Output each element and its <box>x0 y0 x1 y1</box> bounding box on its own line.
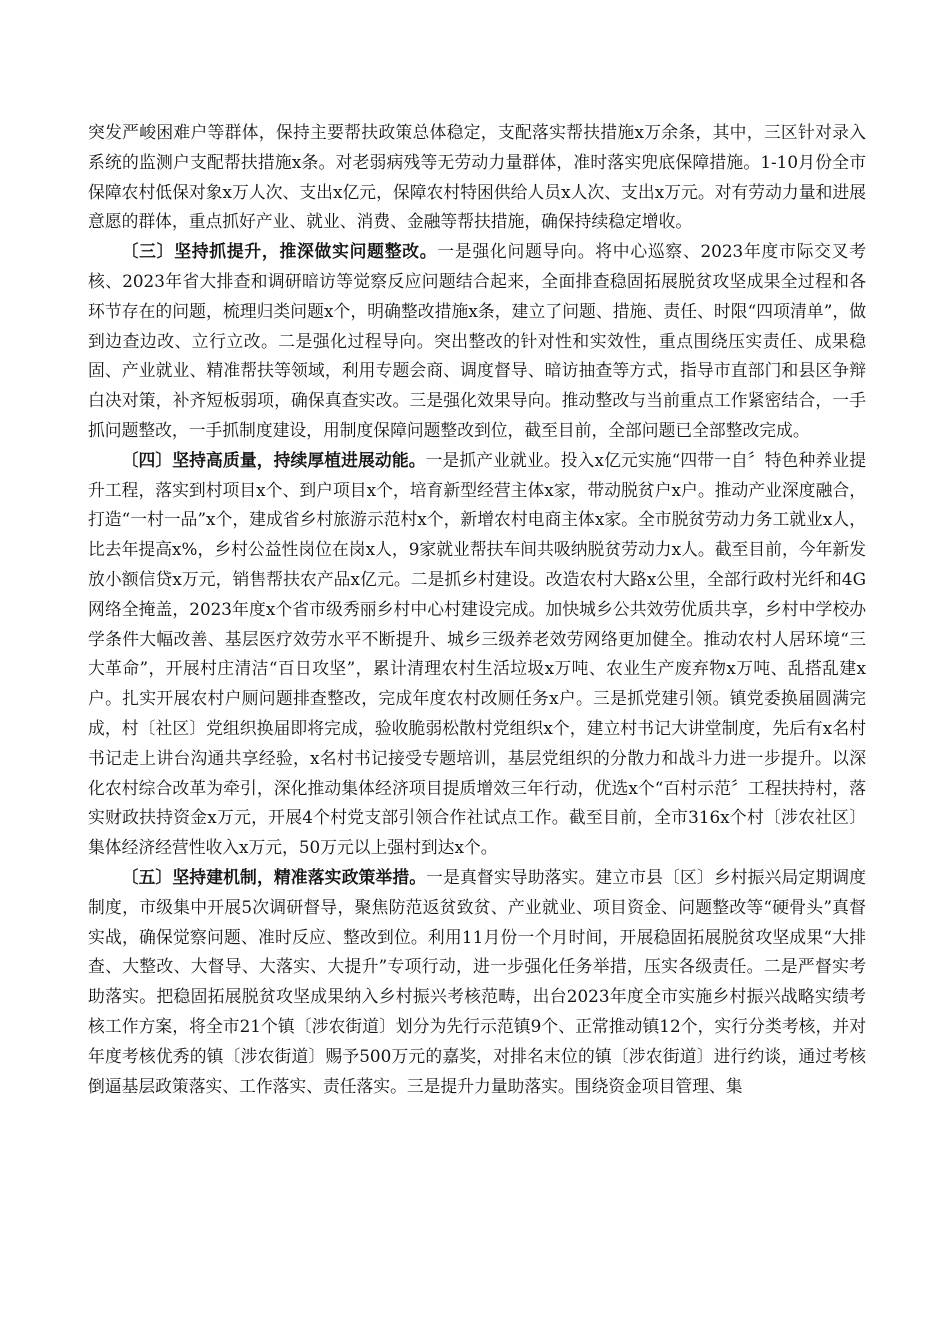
paragraph-body: 突发严峻困难户等群体，保持主要帮扶政策总体稳定，支配落实帮扶措施x万余条，其中，三区针对录入系统的监测户支配帮扶措施x条。对老弱病残等无劳动力量群体，准时落实兜底保障措施。1-10月份全市保障农村低保对象x万人次、支出x亿元，保障农村特困供给人员x人次、支出x万元。对有劳动力量和进展意愿的群体，重点抓好产业、就业、消费、金融等帮扶措施，确保持续稳定增收。 <box>88 122 866 232</box>
paragraph-body: 一是真督实导助落实。建立市县〔区〕乡村振兴局定期调度制度，市级集中开展5次调研督导，聚焦防范返贫致贫、产业就业、项目资金、问题整改等“硬骨头”真督实战，确保觉察问题、准时反应、整改到位。利用11月份一个月时间，开展稳固拓展脱贫攻坚成果“大排查、大整改、大督导、大落实、大提升”专项行动，进一步强化任务举措，压实各级责任。二是严督实考助落实。把稳固拓展脱贫攻坚成果纳入乡村振兴考核范畴，出台2023年度全市实施乡村振兴战略实绩考核工作方案，将全市21个镇〔涉农街道〕划分为先行示范镇9个、正常推动镇12个，实行分类考核，并对年度考核优秀的镇〔涉农街道〕赐予500万元的嘉奖，对排名末位的镇〔涉农街道〕进行约谈，通过考核倒逼基层政策落实、工作落实、责任落实。三是提升力量助落实。围绕资金项目管理、集 <box>88 866 866 1096</box>
section-heading: 〔五〕坚持建机制，精准落实政策举措。 <box>121 866 427 887</box>
paragraph-section-3 <box>88 237 866 446</box>
section-heading: 〔四〕坚持高质量，持续厚植进展动能。 <box>121 449 426 470</box>
paragraph-continuation <box>88 118 866 237</box>
paragraph-body: 一是强化问题导向。将中心巡察、2023年度市际交叉考核、2023年省大排查和调研暗访等觉察反应问题结合起来，全面排查稳固拓展脱贫攻坚成果全过程和各环节存在的问题，梳理归类问题x个，明确整改措施x条，建立了问题、措施、责任、时限“四项清单”，做到边查边改、立行立改。二是强化过程导向。突出整改的针对性和实效性，重点围绕压实责任、成果稳固、产业就业、精准帮扶等领域，利用专题会商、调度督导、暗访抽查等方式，指导市直部门和县区争辩白决对策，补齐短板弱项，确保真查实改。三是强化效果导向。推动整改与当前重点工作紧密结合，一手抓问题整改，一手抓制度建设，用制度保障问题整改到位，截至目前，全部问题已全部整改完成。 <box>88 241 866 440</box>
document-body <box>88 118 866 1101</box>
paragraph-body: 一是抓产业就业。投入x亿元实施“四带一自〞特色种养业提升工程，落实到村项目x个、到户项目x个，培育新型经营主体x家，带动脱贫户x户。推动产业深度融合，打造“一村一品”x个，建成省乡村旅游示范村x个，新增农村电商主体x家。全市脱贫劳动力务工就业x人，比去年提高x%，乡村公益性岗位在岗x人，9家就业帮扶车间共吸纳脱贫劳动力x人。截至目前，今年新发放小额信贷x万元，销售帮扶农产品x亿元。二是抓乡村建设。改造农村大路x公里，全部行政村光纤和4G网络全掩盖，2023年度x个省市级秀丽乡村中心村建设完成。加快城乡公共效劳优质共享，乡村中学校办学条件大幅改善、基层医疗效劳水平不断提升、城乡三级养老效劳网络更加健全。推动农村人居环境“三大革命”，开展村庄清洁“百日攻坚”，累计清理农村生活垃圾x万吨、农业生产废弃物x万吨、乱搭乱建x户。扎实开展农村户厕问题排查整改，完成年度农村改厕任务x户。三是抓党建引领。镇党委换届圆满完成，村〔社区〕党组织换届即将完成，验收脆弱松散村党组织x个，建立村书记大讲堂制度，先后有x名村书记走上讲台沟通共享经验，x名村书记接受专题培训，基层党组织的分散力和战斗力进一步提升。以深化农村综合改革为牵引，深化推动集体经济项目提质增效三年行动，优选x个“百村示范〞工程扶持村，落实财政扶持资金x万元，开展4个村党支部引领合作社试点工作。截至目前，全市316x个村〔涉农社区〕集体经济经营性收入x万元，50万元以上强村到达x个。 <box>88 449 866 858</box>
paragraph-section-5 <box>88 863 866 1101</box>
section-heading: 〔三〕坚持抓提升，推深做实问题整改。 <box>121 241 438 262</box>
paragraph-section-4 <box>88 446 866 863</box>
